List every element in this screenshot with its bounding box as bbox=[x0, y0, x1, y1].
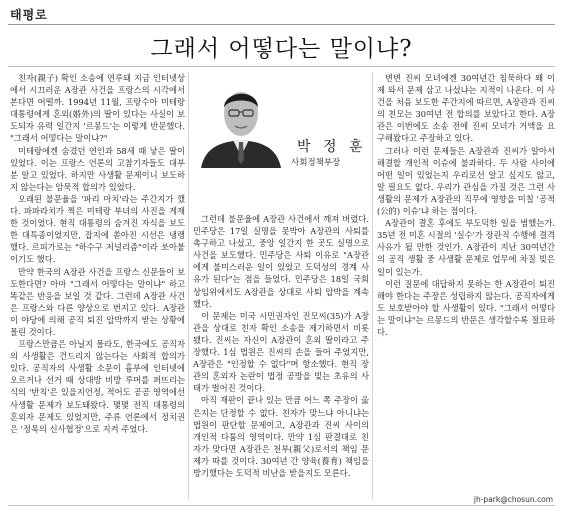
column-3 bbox=[377, 72, 555, 500]
column-2 bbox=[193, 213, 369, 500]
paragraph: 이 문제는 미국 시민권자인 진모씨(35)가 A장관을 상대로 친자 확인 소송을 제기하면서 비롯됐다. 진씨는 자신이 A장관이 혼외 딸이라고 주장했다. 1심 법원은 진씨의 손을 들어 주었지만, A장관은 "인정할 수 없다"며 항소했다. 현직 장관의 혼외자 논란이 법정 공방을 빚는 초유의 사태가 벌어진 것이다. bbox=[193, 310, 369, 394]
author-name: 박 정 훈 bbox=[297, 139, 367, 155]
author-portrait bbox=[197, 76, 285, 168]
column-1 bbox=[10, 72, 185, 500]
paragraph: 변변 진씨 모녀에겐 30여년간 침묵하다 왜 이제 와서 문제 삼고 나섰냐는 지적이 나온다. 이 사건을 처음 보도한 주간지에 따르면, A장관과 진씨의 친모는 30여년 전 합의를 보았다고 한다. A장관은 이번에도 소송 전에 진씨 모녀가 거액을 요구해왔다고 주장하고 있다. bbox=[377, 73, 555, 144]
column-divider bbox=[372, 72, 373, 500]
paragraph: 이런 질문에 대답하지 못하는 한 A장관이 퇴진해야 한다는 주장은 성립하지 않는다. 공직자에게도 보호받아야 할 사생활이 있다. "그래서 어떻다는 말이냐"는 르몽드의 반문은 생각할수록 절묘하다. bbox=[377, 278, 555, 337]
paragraph: 아직 재판이 끝나 있는 만큼 어느 쪽 주장이 옳은지는 단정할 수 없다. 친자가 맞느냐 아니냐는 법원이 판단할 문제이고, A장관과 진씨 사이의 개인적 다툼의 영역이다. 만약 1심 판결대로 친자가 맞다면 A장관은 천부(親父)로서의 책임 문제가 따를 것이다. 30여년 간 양육(養育) 책임을 방기했다는 도덕적 비난을 받을지도 모른다. bbox=[193, 395, 369, 478]
paragraph: A장관이 결혼 후에도 부도덕한 일을 범했는가. 35년 전 미혼 시절의 '실수'가 장관직 수행에 결격 사유가 될 만한 것인가. A장관이 지난 30여년간의 공직 생활 중 사생활 문제로 업무에 차질 빚은 일이 있는가. bbox=[377, 218, 555, 277]
paragraph: 그런데 불문율에 A장관 사건에서 깨져 버렸다. 민주당은 17일 실명을 못박아 A장관의 사퇴를 촉구하고 나섰고, 중앙 일간지 한 곳도 실명으로 사건을 보도했다. 민주당은 사퇴 이유로 "A장관에게 불미스러운 일이 있었고 도덕성의 경계 사유가 된다"는 점을 들었다. 민주당은 18일 국회 상임위에서도 A장관을 상대로 사퇴 압박을 계속했다. bbox=[193, 214, 369, 309]
paragraph: 만약 한국의 A장관 사건을 프랑스 신문들이 보도한다면? 아마 "그래서 어떻다는 말이냐" 하고 똑같은 반응을 보일 것 같다. 그런데 A장관 사건은 프랑스와 다른 양상으로 번지고 있다. A장관이 야당에 의해 공직 퇴진 압박까지 받는 상황에 몰린 것이다. bbox=[10, 266, 185, 337]
headline: 그래서 어떻다는 말이냐? bbox=[150, 36, 413, 62]
paragraph: 그러나 이런 문제들은 A장관과 진씨가 알아서 해결할 개인적 이슈에 불과하다. 두 사람 사이에 어떤 일이 있었는지 우리로선 알고 싶지도 않고, 알 필요도 없다. 우리가 관심을 가질 것은 그런 사생활의 문제가 A장관의 직무에 영향을 미칠 '공적(公的) 이슈'냐 하는 점이다. bbox=[377, 145, 555, 217]
paragraph: 프랑스만큼은 아닐지 몰라도, 한국에도 공직자의 사생활은 건드리지 않는다는 사회적 합의가 있다. 공직자의 사생활 소문이 흉부에 인터넷에 오르거나 선거 때 상대방 비방 루머를 퍼뜨리는 식의 '반칙'은 있을지언정, 적어도 공공 영역에선 사생활 문제가 보도돼왔다. 몇몇 전직 대통령의 혼외자 문제도 있었지만, 주류 언론에서 정치권은 '정목의 신사협정'으로 지켜 주었다. bbox=[10, 339, 185, 434]
paragraph: 미테랑에겐 숨겼던 연인과 58세 때 낳은 딸이 있었다. 이는 프랑스 언론의 고참기자들도 대부분 알고 있었다. 하지만 사생활 문제이니 보도하지 않는다는 암묵적 합의가 있었다. bbox=[10, 145, 185, 192]
top-rule bbox=[8, 24, 555, 25]
author-box bbox=[193, 76, 369, 206]
paragraph: 오래된 불문율을 '파리 마치'라는 주간지가 깼다. 파파라치가 찍은 미테랑 부녀의 사진을 게재한 것이었다. 현직 대통령의 숨겨진 자식을 보도한 대특종이었지만, 잡지에 쏟아진 시선은 냉랭했다. 르피가로는 "하수구 저널리즘"이라 쏘아붙이기도 했다. bbox=[10, 193, 185, 265]
bottom-rule bbox=[8, 505, 555, 506]
paragraph: 친자(親子) 확인 소송에 연루돼 지금 인터넷상에서 시끄러운 A장관 사건을 프랑스의 시각에서 본다면 어떨까. 1994년 11월, 프랑수아 미테랑 대통령에게 혼외(婚外)의 딸이 있다는 사실이 보도되자 유력 일간지 '르몽드'는 이렇게 반문했다. "그래서 어떻다는 말이냐?" bbox=[10, 73, 185, 144]
author-email[interactable]: jh-park@chosun.com bbox=[473, 495, 553, 504]
headline-rule bbox=[8, 66, 555, 67]
column-divider bbox=[188, 72, 189, 500]
section-label: 태평로 bbox=[10, 8, 48, 22]
author-title: 사회정책부장 bbox=[291, 158, 341, 168]
